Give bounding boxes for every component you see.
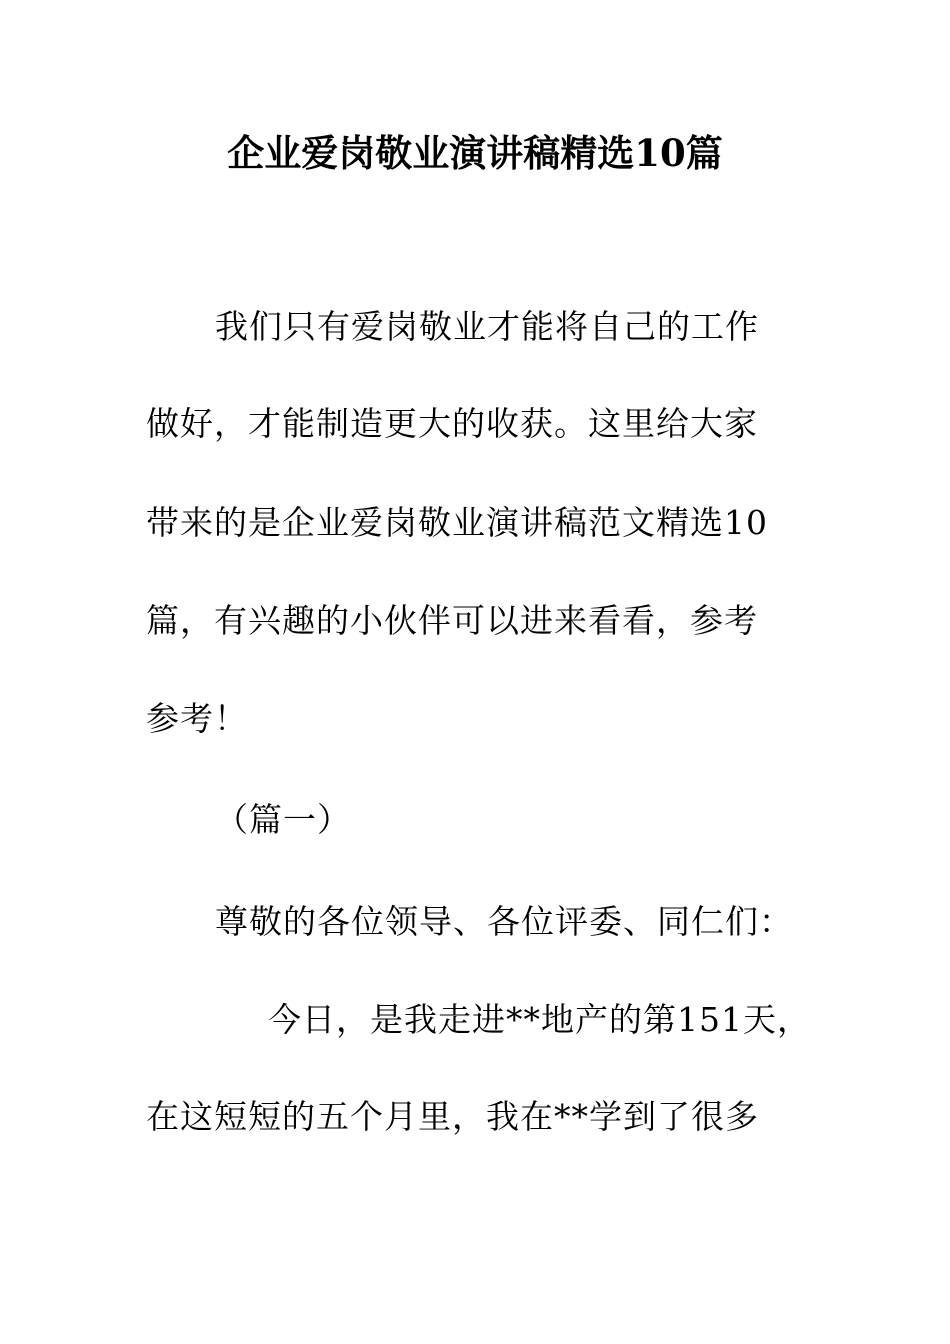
body-line-5: 参考！: [146, 699, 248, 738]
body-line-8: 今日，是我走进**地产的第151天，: [268, 1000, 811, 1039]
body-line-4: 篇，有兴趣的小伙伴可以进来看看，参考: [146, 601, 758, 640]
section-heading: （篇一）: [215, 800, 351, 839]
body-line-3: 带来的是企业爱岗敬业演讲稿范文精选10: [146, 503, 768, 542]
body-line-9: 在这短短的五个月里，我在**学到了很多: [146, 1097, 759, 1136]
salutation-line: 尊敬的各位领导、各位评委、同仁们：: [215, 902, 793, 941]
document-title: 企业爱岗敬业演讲稿精选10篇: [227, 131, 723, 175]
body-line-2: 做好，才能制造更大的收获。这里给大家: [146, 404, 758, 443]
body-line-1: 我们只有爱岗敬业才能将自己的工作: [215, 307, 759, 346]
